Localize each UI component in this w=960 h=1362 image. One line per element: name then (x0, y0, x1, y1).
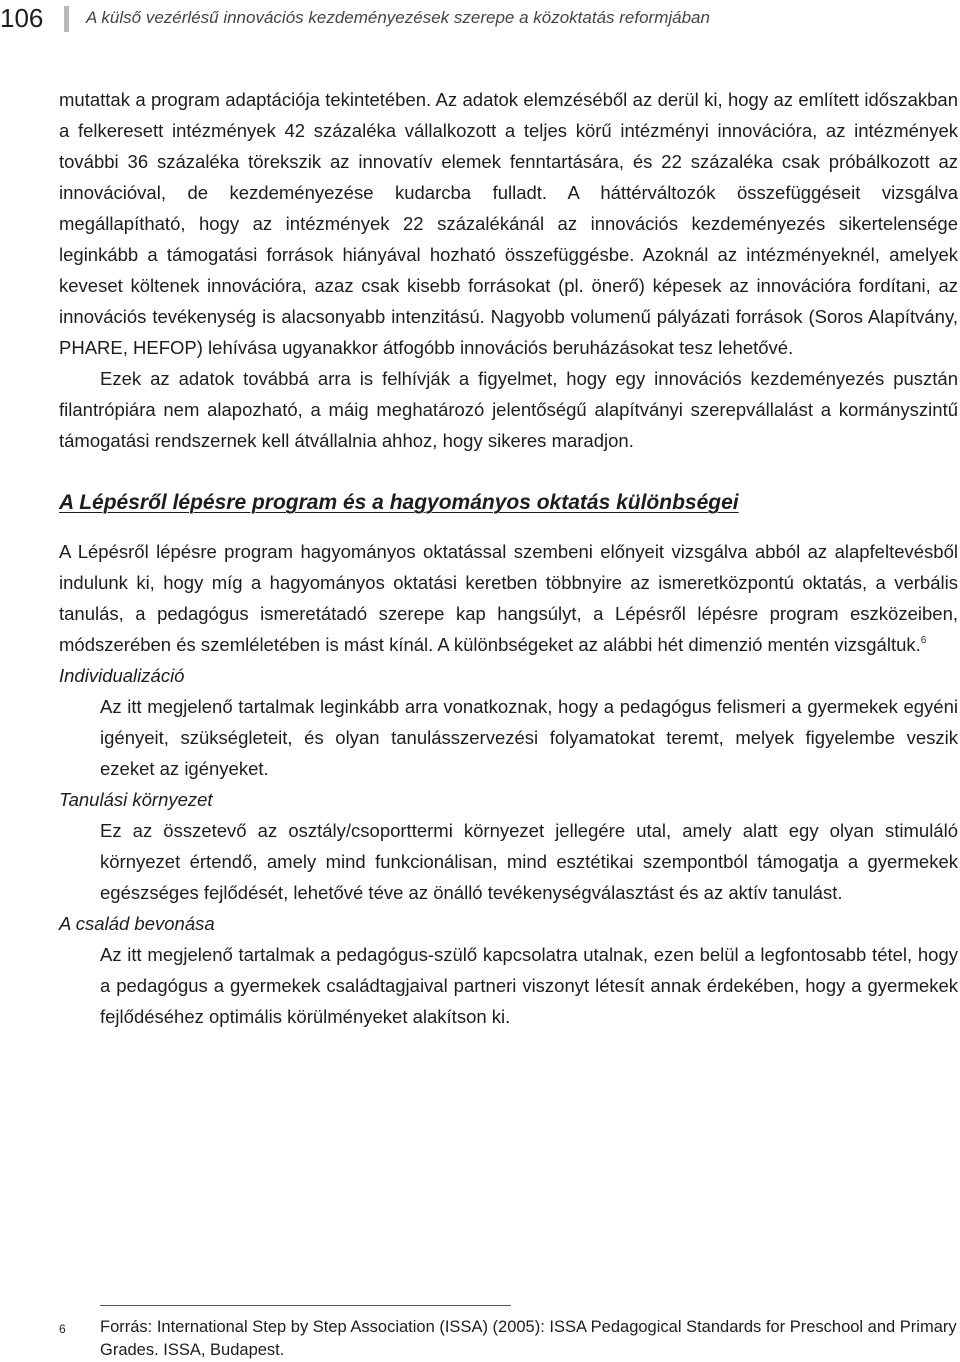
running-title: A külső vezérlésű innovációs kezdeményezések szerepe a közoktatás reformjában (86, 8, 710, 27)
section-heading: A Lépésről lépésre program és a hagyományos oktatás különbségei (59, 491, 739, 514)
footnote-divider (100, 1305, 511, 1306)
dimension-individualization (59, 660, 958, 784)
footnote-text: Forrás: International Step by Step Association (ISSA) (2005): ISSA Pedagogical Standards for Preschool and Primary Grades. ISSA, Budapest. (100, 1318, 957, 1359)
paragraph-1: mutattak a program adaptációja tekintetében. Az adatok elemzéséből az derül ki, hogy az említett időszakban a felkeresett intézmények 42 százaléka vállalkozott a teljes körű intézményi innovációra, az intézmények további 36 százaléka törekszik az innovatív elemek fenntartására, és 22 százaléka csak próbálkozott az innovációval, de kezdeményezése kudarcba fulladt. A háttérváltozók összefüggéseit vizsgálva megállapítható, hogy az intézmények 22 százalékánál az innovációs kezdeményezés sikertelensége leginkább a támogatási források hiányával hozható összefüggésbe. Azoknál az intézményeknél, amelyek keveset költenek innovációra, azaz csak kisebb forrásokat (pl. önerő) képesek az innovációra fordítani, az innovációs tevékenység is alacsonyabb intenzitású. Nagyobb volumenű pályázati források (Soros Alapítvány, PHARE, HEFOP) lehívása ugyanakkor átfogóbb innovációs beruházásokat tesz lehetővé. (59, 89, 958, 358)
dimension-learning-environment (59, 784, 958, 908)
dimension-title: Individualizáció (59, 665, 185, 686)
paragraph-2: Ezek az adatok továbbá arra is felhívják a figyelmet, hogy egy innovációs kezdeményezés pusztán filantrópiára nem alapozható, a máig meghatározó jelentőségű alapítványi szerepvállalást a kormányszintű támogatási rendszernek kell átvállalnia ahhoz, hogy sikeres maradjon. (59, 368, 958, 451)
dimension-text: Az itt megjelenő tartalmak a pedagógus-szülő kapcsolatra utalnak, ezen belül a legfontosabb tétel, hogy a pedagógus a gyermekek családtagjaival partneri viszonyt létesít annak érdekében, hogy a gyermekek fejlődéséhez optimális körülményeket alakítson ki. (100, 944, 958, 1027)
main-text (59, 84, 958, 1032)
dimension-text: Az itt megjelenő tartalmak leginkább arra vonatkoznak, hogy a pedagógus felismeri a gyermekek egyéni igényeit, szükségleteit, és olyan tanulásszervezési folyamatokat teremt, melyek figyelembe veszik ezeket az igényeket. (100, 696, 958, 779)
dimension-title: A család bevonása (59, 913, 215, 934)
page-number: 106 (0, 3, 44, 33)
page-header (0, 0, 960, 40)
dimension-title: Tanulási környezet (59, 789, 213, 810)
dimension-text: Ez az összetevő az osztály/csoporttermi környezet jellegére utal, amely alatt egy olyan stimuláló környezet értendő, amely mind funkcionálisan, mind esztétikai szempontból támogatja a gyermekek egészséges fejlődését, lehetővé téve az önálló tevékenységválasztást és az aktív tanulást. (100, 820, 958, 903)
footnote-number: 6 (59, 1322, 66, 1336)
header-divider-bar (64, 6, 69, 32)
paragraph-3 (59, 536, 958, 660)
dimension-family-involvement (59, 908, 958, 1032)
footnote-reference[interactable]: 6 (920, 635, 927, 646)
footnote (59, 1316, 958, 1362)
paragraph-3-text: A Lépésről lépésre program hagyományos oktatással szembeni előnyeit vizsgálva abból az alapfeltevésből indulunk ki, hogy míg a hagyományos oktatási keretben többnyire az ismeretközpontú oktatás, a verbális tanulás, a pedagógus ismeretátadó szerepe kap hangsúlyt, a Lépésről lépésre program eszközeiben, módszerében és szemléletében is mást kínál. A különbségeket az alábbi hét dimenzió mentén vizsgáltuk. (59, 541, 958, 655)
